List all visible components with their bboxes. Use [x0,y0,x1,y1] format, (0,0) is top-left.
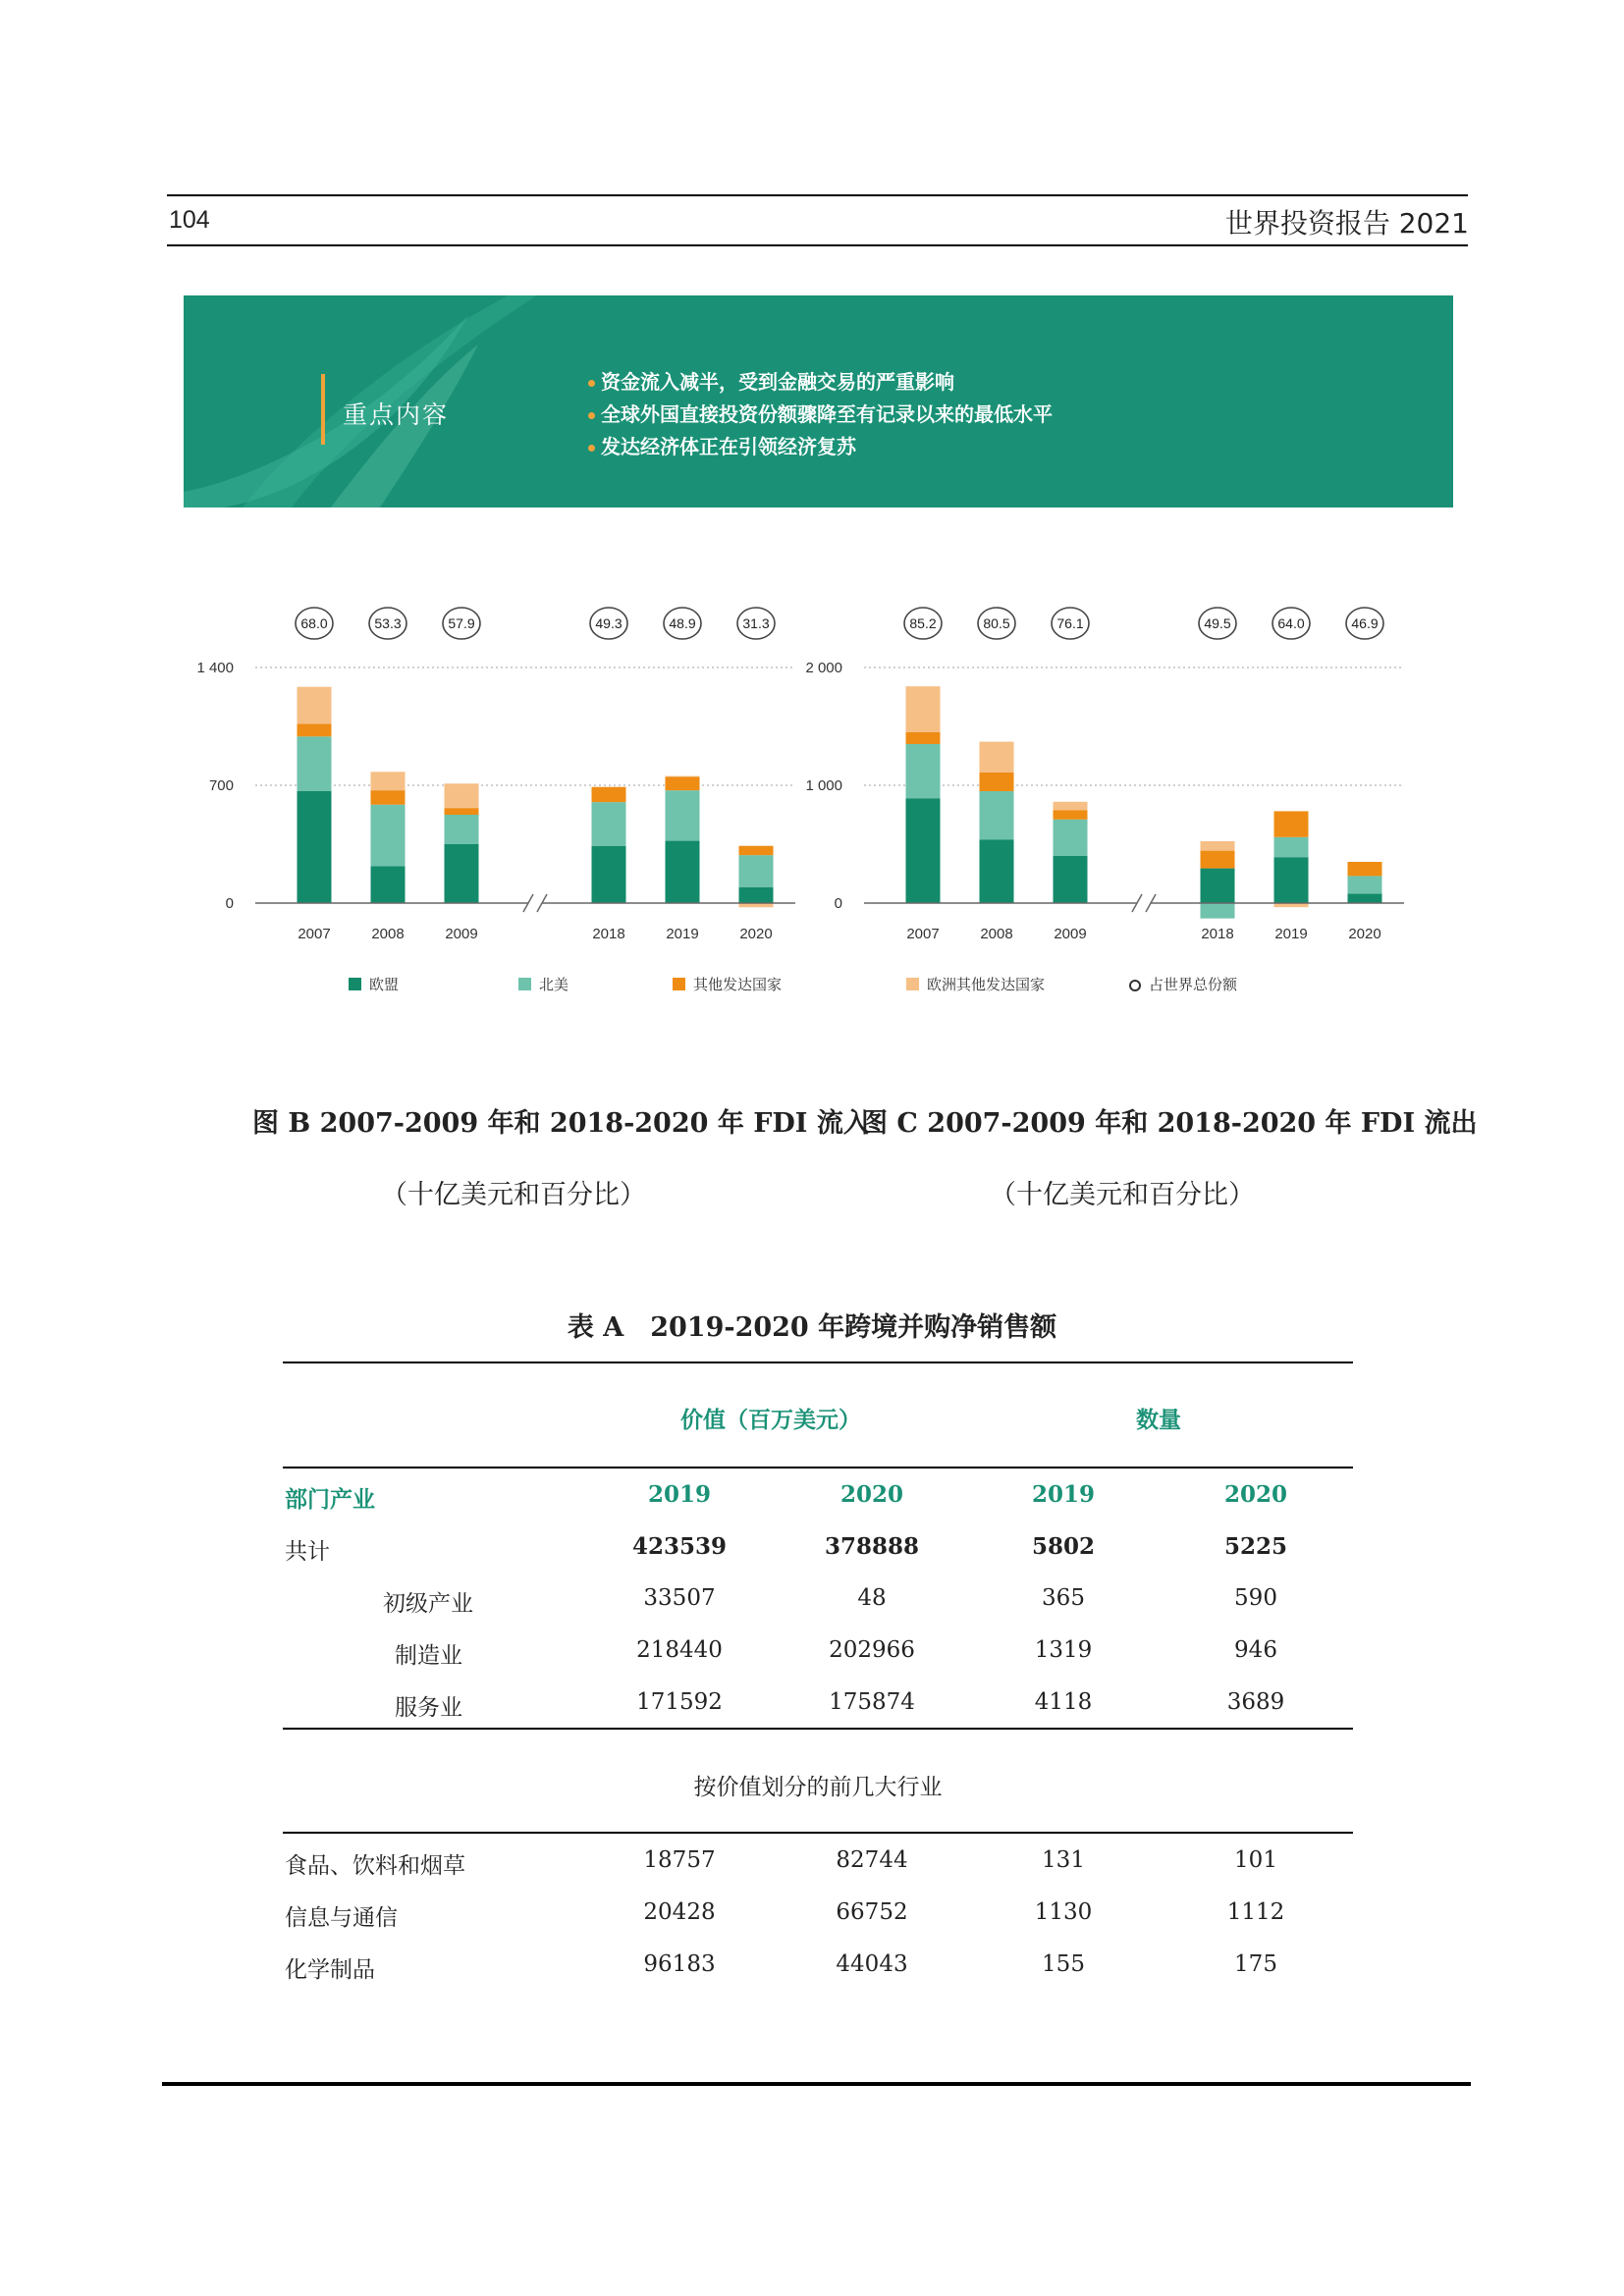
y-tick-label: 1 400 [196,660,234,676]
table-row-label: 共计 [285,1539,330,1565]
x-tick-label: 2018 [592,926,625,942]
bar-segment [666,790,700,840]
legend-eu: 欧盟 [349,974,399,994]
bar-segment [298,791,332,903]
y-tick-label: 2 000 [805,660,842,676]
table-cell: 590 [1234,1585,1277,1611]
x-tick-label: 2018 [1201,926,1234,942]
bar-segment [298,736,332,791]
table-cell: 1112 [1226,1899,1285,1925]
table-header-rule [283,1467,1353,1468]
bar-segment [1054,856,1088,903]
world-share-label: 68.0 [300,615,328,631]
world-share-label: 31.3 [742,615,770,631]
legend-other-europe: 欧洲其他发达国家 [906,974,1045,994]
banner-bullet: 发达经济体正在引领经济复苏 [588,431,1053,463]
bar-segment [1274,857,1309,903]
table-section-rule [283,1728,1353,1730]
table-cell: 33507 [643,1585,716,1611]
bar-segment [980,791,1014,839]
world-share-label: 76.1 [1056,615,1084,631]
bar-segment [445,808,479,815]
bar-segment [592,787,626,802]
legend-swatch-north-america [518,978,531,990]
table-cell: 20428 [643,1899,716,1925]
bar-segment [1054,802,1088,810]
bar-segment [1054,810,1088,820]
world-share-label: 46.9 [1351,615,1379,631]
table-subheading: 按价值划分的前几大行业 [693,1775,943,1800]
bar-segment [445,844,479,903]
banner-label: 重点内容 [343,400,450,429]
chart-fdi-inflows [196,594,815,957]
table-cell: 66752 [836,1899,908,1925]
y-tick-label: 0 [834,895,842,912]
table-group-value: 价值（百万美元） [680,1407,861,1433]
table-cell: 946 [1234,1637,1277,1663]
bar-segment [906,744,941,798]
bar-segment [1201,851,1235,869]
table-row-label: 信息与通信 [285,1905,398,1931]
bar-segment [1348,876,1382,893]
bullet-dot-icon [588,380,595,387]
footer-rule [162,2082,1471,2086]
table-cell: 202966 [829,1637,915,1663]
banner-bullets [588,366,1053,463]
table-cell: 5225 [1223,1533,1288,1560]
table-col-year: 2020 [839,1481,904,1508]
table-row-label: 初级产业 [383,1591,473,1617]
table-cell: 175874 [829,1689,915,1715]
bar-segment [1201,903,1235,919]
y-tick-label: 0 [225,895,234,912]
x-tick-label: 2007 [298,926,331,942]
bar-segment [739,846,774,855]
table-cell: 423539 [631,1533,728,1560]
chart-fdi-outflows [805,594,1424,957]
banner-bullet: 全球外国直接投资份额骤降至有记录以来的最低水平 [588,399,1053,431]
table-cell: 155 [1042,1951,1085,1977]
bar-segment [739,887,774,903]
page-number: 104 [169,206,210,234]
bar-segment [906,732,941,744]
world-share-label: 57.9 [448,615,475,631]
bar-segment [1348,893,1382,903]
legend-world-share: 占世界总份额 [1129,974,1237,994]
world-share-label: 49.5 [1204,615,1231,631]
world-share-label: 53.3 [374,615,402,631]
bar-segment [592,846,626,903]
bar-segment [1348,862,1382,876]
table-cell: 4118 [1034,1689,1093,1715]
figure-c-caption: 图 C 2007-2009 年和 2018-2020 年 FDI 流出 [861,1108,1478,1139]
bar-segment [298,723,332,736]
bar-segment [1274,811,1309,836]
bar-segment [445,783,479,808]
legend-swatch-eu [349,978,361,990]
bar-segment [666,776,700,790]
table-cell: 131 [1042,1847,1085,1873]
x-tick-label: 2019 [1274,926,1308,942]
banner-bullet: 资金流入减半，受到金融交易的严重影响 [588,366,1053,399]
world-share-label: 64.0 [1277,615,1305,631]
table-row-label: 食品、饮料和烟草 [285,1853,465,1879]
table-cell: 5802 [1031,1533,1096,1560]
x-tick-label: 2008 [980,926,1013,942]
x-tick-label: 2007 [906,926,940,942]
y-tick-label: 1 000 [805,777,842,794]
bar-segment [980,773,1014,791]
legend-swatch-other-developed [673,978,685,990]
figure-b-unit: （十亿美元和百分比） [381,1180,646,1210]
table-cell: 3689 [1226,1689,1285,1715]
figure-b-caption: 图 B 2007-2009 年和 2018-2020 年 FDI 流入 [252,1108,870,1139]
table-row-label: 制造业 [395,1643,462,1669]
bar-segment [298,687,332,724]
bar-segment [980,742,1014,773]
table-cell: 44043 [836,1951,908,1977]
table-title: 表 A 2019-2020 年跨境并购净销售额 [567,1312,1057,1343]
table-cell: 18757 [643,1847,716,1873]
legend-ring-icon [1129,980,1141,991]
x-tick-label: 2009 [445,926,478,942]
table-group-count: 数量 [1136,1407,1181,1433]
table-col-sector: 部门产业 [285,1486,375,1513]
world-share-label: 80.5 [983,615,1010,631]
bar-segment [592,802,626,846]
legend-other-developed: 其他发达国家 [673,974,782,994]
x-tick-label: 2020 [739,926,773,942]
bar-segment [1054,820,1088,856]
table-subheading-rule [283,1832,1353,1834]
table-col-year: 2019 [1031,1481,1096,1508]
bar-segment [1201,869,1235,903]
report-title: 世界投资报告 2021 [1224,207,1469,240]
table-cell: 96183 [643,1951,716,1977]
table-cell: 171592 [636,1689,723,1715]
table-cell: 48 [857,1585,887,1611]
bar-segment [980,839,1014,903]
x-tick-label: 2020 [1348,926,1381,942]
x-tick-label: 2008 [371,926,405,942]
header-bottom-rule [167,244,1468,246]
bullet-dot-icon [588,412,595,419]
bullet-dot-icon [588,445,595,452]
table-cell: 378888 [824,1533,920,1560]
bar-segment [371,805,406,867]
table-cell: 1130 [1034,1899,1093,1925]
header-top-rule [167,194,1468,196]
bar-segment [666,841,700,903]
banner-accent-bar [321,374,325,445]
table-cell: 365 [1042,1585,1085,1611]
bar-segment [371,866,406,903]
bar-segment [906,686,941,732]
table-row-label: 服务业 [395,1695,462,1721]
bar-segment [906,798,941,903]
table-cell: 1319 [1034,1637,1093,1663]
x-tick-label: 2019 [666,926,699,942]
table-cell: 218440 [636,1637,723,1663]
y-tick-label: 700 [208,777,234,794]
bar-segment [371,790,406,805]
table-row-label: 化学制品 [285,1957,375,1983]
bar-segment [666,776,700,777]
bar-segment [1274,837,1309,857]
bar-segment [739,855,774,887]
bar-segment [371,772,406,790]
table-col-year: 2020 [1223,1481,1288,1508]
table-cell: 175 [1234,1951,1277,1977]
key-points-banner [184,295,1453,507]
legend-north-america: 北美 [518,974,568,994]
table-top-rule [283,1362,1353,1363]
table-cell: 101 [1234,1847,1277,1873]
world-share-label: 85.2 [909,615,937,631]
table-col-year: 2019 [647,1481,712,1508]
legend-swatch-other-europe [906,978,919,990]
world-share-label: 48.9 [669,615,696,631]
world-share-label: 49.3 [595,615,623,631]
bar-segment [445,815,479,844]
table-cell: 82744 [836,1847,908,1873]
x-tick-label: 2009 [1054,926,1087,942]
bar-segment [1201,841,1235,851]
figure-c-unit: （十亿美元和百分比） [990,1180,1255,1210]
